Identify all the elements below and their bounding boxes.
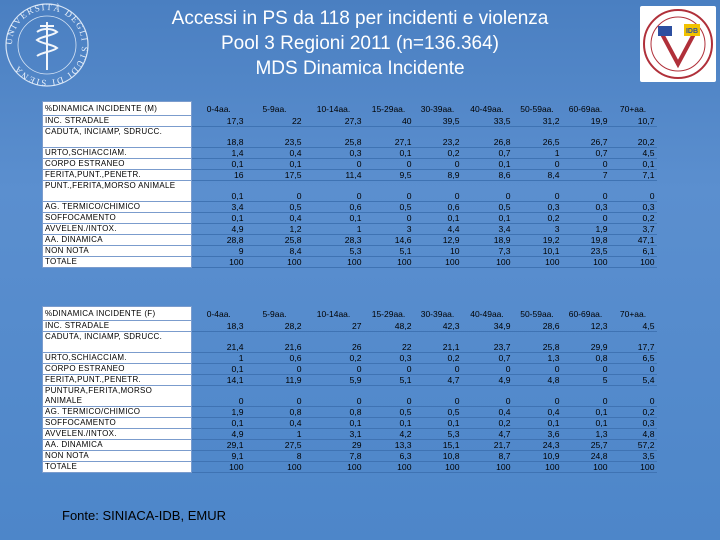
table-cell: 19,2 xyxy=(513,235,562,246)
table-row xyxy=(43,418,657,429)
row-label: SOFFOCAMENTO xyxy=(43,418,192,429)
table-cell: 6,3 xyxy=(364,451,414,462)
table-cell: 0,1 xyxy=(364,148,414,159)
table-cell: 0,3 xyxy=(513,202,562,213)
table-cell: 8,4 xyxy=(246,246,304,257)
table-cell: 0,8 xyxy=(246,407,304,418)
table-row xyxy=(43,148,657,159)
table-row xyxy=(43,159,657,170)
table-cell: 4,4 xyxy=(414,224,462,235)
table-cell: 57,2 xyxy=(610,440,657,451)
table-cell: 3,7 xyxy=(610,224,657,235)
table-cell: 22 xyxy=(246,116,304,127)
table-cell: 40 xyxy=(364,116,414,127)
column-header: 5-9aa. xyxy=(262,103,287,114)
row-label: AVVELEN./INTOX. xyxy=(43,224,192,235)
table-cell: 48,2 xyxy=(364,321,414,332)
table-cell: 0,4 xyxy=(246,148,304,159)
table-cell: 14,6 xyxy=(364,235,414,246)
table-row xyxy=(43,202,657,213)
column-header: 60-69aa. xyxy=(568,308,603,319)
table-cell: 21,6 xyxy=(246,332,304,353)
table-cell: 8,6 xyxy=(462,170,513,181)
table-cell: 33,5 xyxy=(462,116,513,127)
table-cell: 0,1 xyxy=(562,418,610,429)
seal-text: UNIVERSITÀ DEGLI STUDI DI SIENA xyxy=(4,2,90,88)
table-cell: 22 xyxy=(364,332,414,353)
title-line-2: Pool 3 Regioni 2011 (n=136.364) xyxy=(221,33,499,54)
table-cell: 12,9 xyxy=(414,235,462,246)
row-label: INC. STRADALE xyxy=(43,116,192,127)
table-cell: 0,4 xyxy=(246,418,304,429)
table-cell: 0,2 xyxy=(414,148,462,159)
table-cell: 0 xyxy=(562,364,610,375)
table-cell: 0 xyxy=(513,364,562,375)
table-cell: 100 xyxy=(610,257,657,268)
table-row xyxy=(43,375,657,386)
column-header: 30-39aa. xyxy=(420,308,455,319)
column-header: 40-49aa. xyxy=(470,308,504,319)
table-cell: 5,9 xyxy=(304,375,364,386)
row-label: PUNTURA,FERITA,MORSO ANIMALE xyxy=(43,386,192,407)
table-cell: 0 xyxy=(462,386,513,407)
table-cell: 7 xyxy=(562,170,610,181)
table-cell: 7,1 xyxy=(610,170,657,181)
table-cell: 1 xyxy=(246,429,304,440)
table-cell: 0,1 xyxy=(364,418,414,429)
table-cell: 8,9 xyxy=(414,170,462,181)
table-cell: 100 xyxy=(246,257,304,268)
table-cell: 100 xyxy=(192,257,246,268)
table-cell: 24,3 xyxy=(513,440,562,451)
table-row xyxy=(43,440,657,451)
column-header: 0-4aa. xyxy=(206,308,231,319)
row-label: AG. TERMICO/CHIMICO xyxy=(43,407,192,418)
table-cell: 0,1 xyxy=(246,159,304,170)
table-cell: 100 xyxy=(304,462,364,473)
table-cell: 0,8 xyxy=(304,407,364,418)
table-cell: 4,9 xyxy=(192,429,246,440)
table-cell: 0,1 xyxy=(192,159,246,170)
table-cell: 17,5 xyxy=(246,170,304,181)
table-cell: 0 xyxy=(246,181,304,202)
table-cell: 0,1 xyxy=(513,418,562,429)
table-cell: 0,5 xyxy=(364,407,414,418)
table-cell: 29,9 xyxy=(562,332,610,353)
table-cell: 0,2 xyxy=(462,418,513,429)
row-label: AG. TERMICO/CHIMICO xyxy=(43,202,192,213)
table-cell: 1,3 xyxy=(513,353,562,364)
table-cell: 11,4 xyxy=(304,170,364,181)
table-cell: 0,6 xyxy=(246,353,304,364)
table-row xyxy=(43,181,657,202)
table-cell: 100 xyxy=(414,462,462,473)
table-cell: 26,7 xyxy=(562,127,610,148)
table-cell: 7,3 xyxy=(462,246,513,257)
table-header-row xyxy=(43,102,657,116)
table-cell: 27,5 xyxy=(246,440,304,451)
table-cell: 10,1 xyxy=(513,246,562,257)
male-injury-table xyxy=(42,101,657,268)
table-row xyxy=(43,407,657,418)
table-cell: 11,9 xyxy=(246,375,304,386)
table-cell: 0 xyxy=(414,386,462,407)
table-cell: 0,1 xyxy=(610,159,657,170)
row-label: NON NOTA xyxy=(43,246,192,257)
table-cell: 3 xyxy=(513,224,562,235)
column-header: 40-49aa. xyxy=(470,103,504,114)
table-row xyxy=(43,224,657,235)
table-cell: 8,7 xyxy=(462,451,513,462)
table-cell: 4,7 xyxy=(462,429,513,440)
table-cell: 4,8 xyxy=(610,429,657,440)
table-cell: 3,4 xyxy=(192,202,246,213)
row-label: FERITA,PUNT.,PENETR. xyxy=(43,375,192,386)
table-cell: 6,5 xyxy=(610,353,657,364)
table-cell: 25,8 xyxy=(304,127,364,148)
table-row xyxy=(43,429,657,440)
column-header: 50-59aa. xyxy=(520,103,554,114)
table-cell: 27 xyxy=(304,321,364,332)
table-cell: 3,4 xyxy=(462,224,513,235)
table-cell: 26 xyxy=(304,332,364,353)
table-cell: 12,3 xyxy=(562,321,610,332)
table-cell: 0 xyxy=(562,386,610,407)
row-label: CORPO ESTRANEO xyxy=(43,159,192,170)
table-cell: 4,8 xyxy=(513,375,562,386)
table-cell: 4,7 xyxy=(414,375,462,386)
table-cell: 100 xyxy=(364,462,414,473)
row-label: URTO,SCHIACCIAM. xyxy=(43,148,192,159)
table-cell: 5,3 xyxy=(414,429,462,440)
table-cell: 0 xyxy=(513,386,562,407)
table-cell: 1,4 xyxy=(192,148,246,159)
table-cell: 9,5 xyxy=(364,170,414,181)
table-cell: 100 xyxy=(304,257,364,268)
table-cell: 0 xyxy=(562,213,610,224)
table-cell: 5,4 xyxy=(610,375,657,386)
table-cell: 0,4 xyxy=(513,407,562,418)
table-cell: 17,3 xyxy=(192,116,246,127)
table-row xyxy=(43,246,657,257)
table-cell: 1 xyxy=(304,224,364,235)
table-cell: 25,8 xyxy=(513,332,562,353)
table-cell: 0 xyxy=(562,181,610,202)
table-cell: 0 xyxy=(246,364,304,375)
table-cell: 0,7 xyxy=(562,148,610,159)
table-cell: 100 xyxy=(364,257,414,268)
table-cell: 24,8 xyxy=(562,451,610,462)
source-note: Fonte: SINIACA-IDB, EMUR xyxy=(62,508,226,523)
table-cell: 0 xyxy=(462,364,513,375)
table-cell: 0 xyxy=(610,386,657,407)
table-cell: 100 xyxy=(562,257,610,268)
table-cell: 47,1 xyxy=(610,235,657,246)
table-cell: 42,3 xyxy=(414,321,462,332)
table-cell: 6,1 xyxy=(610,246,657,257)
table-row xyxy=(43,386,657,407)
table-cell: 0 xyxy=(246,386,304,407)
row-label: CORPO ESTRANEO xyxy=(43,364,192,375)
table-cell: 0 xyxy=(304,181,364,202)
table-cell: 0 xyxy=(414,181,462,202)
table-row xyxy=(43,257,657,268)
row-label: AVVELEN./INTOX. xyxy=(43,429,192,440)
column-header: 70+aa. xyxy=(619,103,647,114)
table-header-label: %DINAMICA INCIDENTE (M) xyxy=(43,102,192,116)
table-cell: 100 xyxy=(513,257,562,268)
table-cell: 21,7 xyxy=(462,440,513,451)
table-cell: 29,1 xyxy=(192,440,246,451)
table-cell: 0,3 xyxy=(304,148,364,159)
table-cell: 4,9 xyxy=(462,375,513,386)
table-cell: 0,5 xyxy=(414,407,462,418)
table-cell: 34,9 xyxy=(462,321,513,332)
table-cell: 0,7 xyxy=(462,353,513,364)
row-label: SOFFOCAMENTO xyxy=(43,213,192,224)
column-header: 5-9aa. xyxy=(262,308,287,319)
table-cell: 25,7 xyxy=(562,440,610,451)
table-cell: 0,7 xyxy=(462,148,513,159)
table-cell: 0 xyxy=(414,364,462,375)
table-cell: 0 xyxy=(513,159,562,170)
table-cell: 0 xyxy=(610,364,657,375)
table-cell: 100 xyxy=(462,462,513,473)
table-cell: 28,6 xyxy=(513,321,562,332)
slide-title xyxy=(110,6,610,81)
column-header: 0-4aa. xyxy=(206,103,231,114)
row-label: TOTALE xyxy=(43,257,192,268)
university-seal-icon xyxy=(4,2,90,88)
idb-badge: IDB xyxy=(685,28,699,35)
table-cell: 0,3 xyxy=(610,202,657,213)
row-label: NON NOTA xyxy=(43,451,192,462)
column-header: 10-14aa. xyxy=(316,308,351,319)
column-header: 15-29aa. xyxy=(371,308,406,319)
table-header-row xyxy=(43,307,657,321)
column-header: 70+aa. xyxy=(619,308,647,319)
table-cell: 0,3 xyxy=(562,202,610,213)
table-cell: 26,5 xyxy=(513,127,562,148)
table-cell: 8,4 xyxy=(513,170,562,181)
table-cell: 100 xyxy=(513,462,562,473)
table-cell: 19,8 xyxy=(562,235,610,246)
table-cell: 25,8 xyxy=(246,235,304,246)
table-cell: 5,1 xyxy=(364,375,414,386)
row-label: CADUTA, INCIAMP, SDRUCC. xyxy=(43,127,192,148)
table-cell: 0,1 xyxy=(192,213,246,224)
row-label: CADUTA, INCIAMP, SDRUCC. xyxy=(43,332,192,353)
table-cell: 0,1 xyxy=(462,213,513,224)
row-label: TOTALE xyxy=(43,462,192,473)
table-cell: 100 xyxy=(414,257,462,268)
table-cell: 5,1 xyxy=(364,246,414,257)
table-cell: 0,8 xyxy=(562,353,610,364)
table-cell: 0 xyxy=(513,181,562,202)
table-row xyxy=(43,332,657,353)
table-cell: 0,1 xyxy=(414,418,462,429)
table-cell: 0,1 xyxy=(192,181,246,202)
table-cell: 0,2 xyxy=(304,353,364,364)
column-header: 30-39aa. xyxy=(420,103,455,114)
table-cell: 10,9 xyxy=(513,451,562,462)
table-cell: 10 xyxy=(414,246,462,257)
table-cell: 3 xyxy=(364,224,414,235)
table-cell: 100 xyxy=(462,257,513,268)
table-cell: 17,7 xyxy=(610,332,657,353)
table-cell: 5 xyxy=(562,375,610,386)
table-cell: 10,8 xyxy=(414,451,462,462)
row-label: FERITA,PUNT.,PENETR. xyxy=(43,170,192,181)
table-cell: 0,4 xyxy=(246,213,304,224)
table-cell: 0 xyxy=(364,159,414,170)
table-row xyxy=(43,321,657,332)
table-cell: 31,2 xyxy=(513,116,562,127)
table-cell: 21,4 xyxy=(192,332,246,353)
column-header: 50-59aa. xyxy=(520,308,554,319)
table-cell: 4,5 xyxy=(610,321,657,332)
row-label: INC. STRADALE xyxy=(43,321,192,332)
table-cell: 0 xyxy=(364,364,414,375)
table-cell: 0 xyxy=(304,386,364,407)
row-label: URTO,SCHIACCIAM. xyxy=(43,353,192,364)
table-cell: 0,3 xyxy=(610,418,657,429)
table-row xyxy=(43,364,657,375)
table-cell: 100 xyxy=(610,462,657,473)
table-cell: 0 xyxy=(562,159,610,170)
table-cell: 0,6 xyxy=(414,202,462,213)
table-cell: 3,1 xyxy=(304,429,364,440)
table-cell: 1 xyxy=(192,353,246,364)
table-cell: 1 xyxy=(513,148,562,159)
table-cell: 0,1 xyxy=(414,213,462,224)
table-cell: 0 xyxy=(192,386,246,407)
title-line-1: Accessi in PS da 118 per incidenti e violenza xyxy=(171,8,549,29)
table-cell: 0,1 xyxy=(462,159,513,170)
table-row xyxy=(43,213,657,224)
table-cell: 28,2 xyxy=(246,321,304,332)
table-cell: 5,3 xyxy=(304,246,364,257)
table-row xyxy=(43,451,657,462)
table-cell: 100 xyxy=(562,462,610,473)
table-cell: 1,9 xyxy=(192,407,246,418)
row-label: PUNT.,FERITA,MORSO ANIMALE xyxy=(43,181,192,202)
table-cell: 3,6 xyxy=(513,429,562,440)
table-row xyxy=(43,235,657,246)
table-cell: 0,3 xyxy=(364,353,414,364)
row-label: AA. DINAMICA xyxy=(43,235,192,246)
table-cell: 1,2 xyxy=(246,224,304,235)
table-cell: 0 xyxy=(364,213,414,224)
table-cell: 7,8 xyxy=(304,451,364,462)
table-cell: 27,3 xyxy=(304,116,364,127)
table-cell: 13,3 xyxy=(364,440,414,451)
table-cell: 23,5 xyxy=(246,127,304,148)
table-cell: 23,7 xyxy=(462,332,513,353)
table-cell: 0,1 xyxy=(192,364,246,375)
table-cell: 100 xyxy=(246,462,304,473)
table-cell: 21,1 xyxy=(414,332,462,353)
table-cell: 0 xyxy=(304,159,364,170)
table-cell: 0 xyxy=(364,181,414,202)
table-cell: 0,5 xyxy=(462,202,513,213)
column-header: 15-29aa. xyxy=(371,103,406,114)
table-row xyxy=(43,462,657,473)
table-header-label: %DINAMICA INCIDENTE (F) xyxy=(43,307,192,321)
table-cell: 18,9 xyxy=(462,235,513,246)
table-cell: 0,1 xyxy=(304,418,364,429)
table-cell: 9,1 xyxy=(192,451,246,462)
table-cell: 28,8 xyxy=(192,235,246,246)
table-cell: 10,7 xyxy=(610,116,657,127)
title-line-3: MDS Dinamica Incidente xyxy=(255,58,465,79)
table-cell: 3,5 xyxy=(610,451,657,462)
table-cell: 4,2 xyxy=(364,429,414,440)
table-cell: 27,1 xyxy=(364,127,414,148)
table-cell: 0,1 xyxy=(192,418,246,429)
table-cell: 9 xyxy=(192,246,246,257)
table-cell: 0,2 xyxy=(513,213,562,224)
table-cell: 0,4 xyxy=(462,407,513,418)
table-cell: 20,2 xyxy=(610,127,657,148)
table-cell: 0,5 xyxy=(364,202,414,213)
table-row xyxy=(43,116,657,127)
table-cell: 18,8 xyxy=(192,127,246,148)
table-cell: 1,9 xyxy=(562,224,610,235)
row-label: AA. DINAMICA xyxy=(43,440,192,451)
table-row xyxy=(43,170,657,181)
table-cell: 0,6 xyxy=(304,202,364,213)
table-cell: 4,9 xyxy=(192,224,246,235)
female-injury-table xyxy=(42,306,657,473)
table-cell: 23,5 xyxy=(562,246,610,257)
table-row xyxy=(43,353,657,364)
table-cell: 0,1 xyxy=(562,407,610,418)
table-cell: 14,1 xyxy=(192,375,246,386)
table-cell: 0,2 xyxy=(610,407,657,418)
table-cell: 0 xyxy=(462,181,513,202)
table-cell: 23,2 xyxy=(414,127,462,148)
table-cell: 0 xyxy=(304,364,364,375)
table-cell: 4,5 xyxy=(610,148,657,159)
table-cell: 16 xyxy=(192,170,246,181)
table-cell: 29 xyxy=(304,440,364,451)
table-cell: 39,5 xyxy=(414,116,462,127)
table-cell: 0,2 xyxy=(414,353,462,364)
table-cell: 15,1 xyxy=(414,440,462,451)
column-header: 10-14aa. xyxy=(316,103,351,114)
table-cell: 1,3 xyxy=(562,429,610,440)
table-cell: 0 xyxy=(364,386,414,407)
table-cell: 19,9 xyxy=(562,116,610,127)
table-cell: 0,1 xyxy=(304,213,364,224)
table-cell: 100 xyxy=(192,462,246,473)
table-cell: 8 xyxy=(246,451,304,462)
column-header: 60-69aa. xyxy=(568,103,603,114)
emergency-medicine-emblem-icon xyxy=(640,6,716,82)
table-cell: 18,3 xyxy=(192,321,246,332)
table-cell: 0,2 xyxy=(610,213,657,224)
table-cell: 28,3 xyxy=(304,235,364,246)
table-cell: 26,8 xyxy=(462,127,513,148)
table-cell: 0 xyxy=(414,159,462,170)
table-cell: 0,5 xyxy=(246,202,304,213)
table-row xyxy=(43,127,657,148)
table-cell: 0 xyxy=(610,181,657,202)
